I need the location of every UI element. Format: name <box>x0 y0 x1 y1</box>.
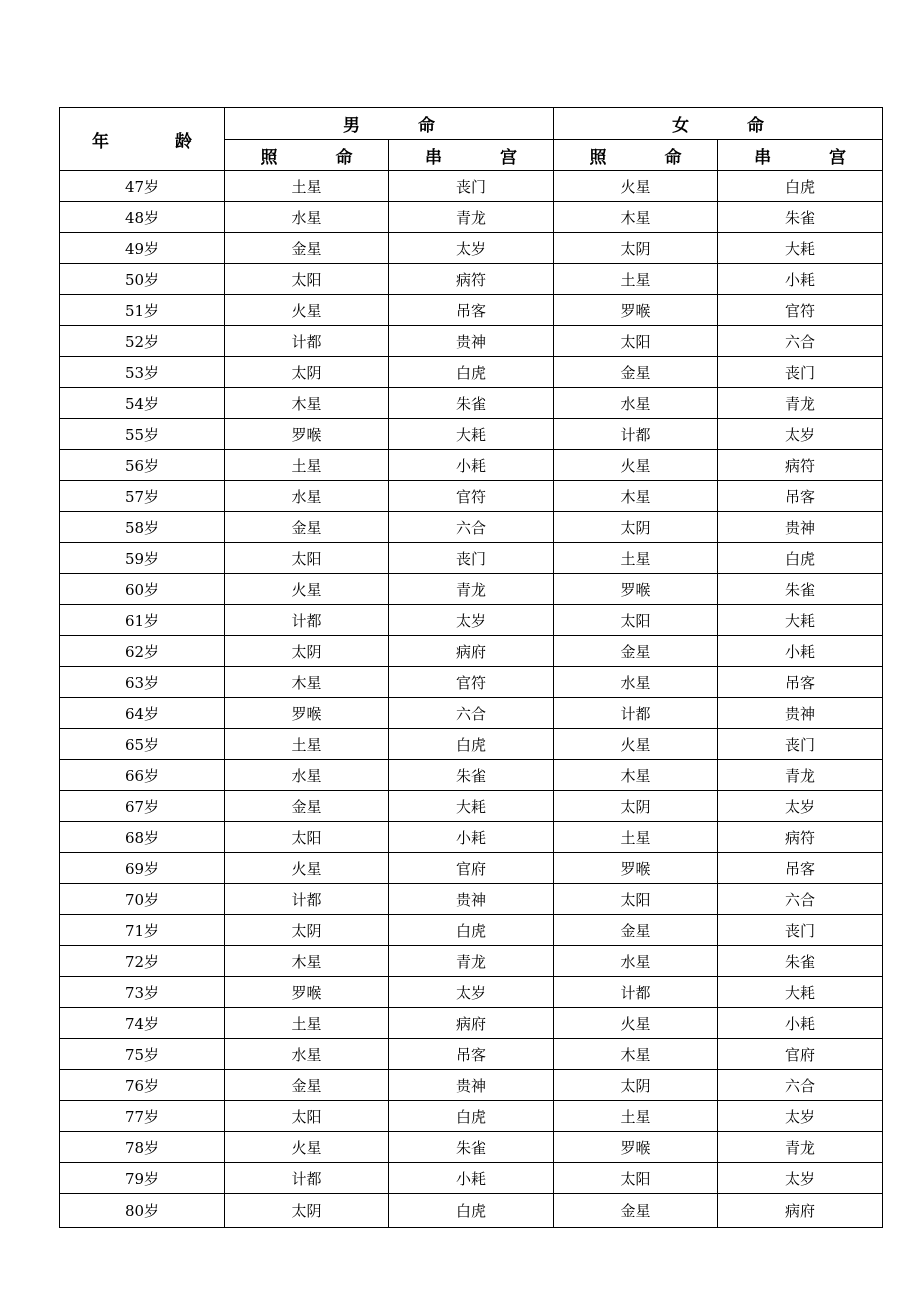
female-zhao-ming-cell: 木星 <box>554 760 718 791</box>
female-chuan-gong-cell: 朱雀 <box>718 574 883 605</box>
table-row <box>60 1132 883 1163</box>
male-zhao-ming-cell: 太阴 <box>225 915 389 946</box>
female-zhao-ming-cell: 木星 <box>554 1039 718 1070</box>
female-zhao-ming-cell: 太阳 <box>554 326 718 357</box>
age-cell: 71岁 <box>60 915 225 946</box>
table-row <box>60 233 883 264</box>
age-cell: 52岁 <box>60 326 225 357</box>
female-zhao-ming-cell: 太阴 <box>554 233 718 264</box>
female-zhao-ming-cell: 罗喉 <box>554 295 718 326</box>
age-cell: 49岁 <box>60 233 225 264</box>
table-row <box>60 171 883 202</box>
age-cell: 59岁 <box>60 543 225 574</box>
male-chuan-gong-cell: 朱雀 <box>389 760 554 791</box>
female-chuan-gong-cell: 丧门 <box>718 729 883 760</box>
age-cell: 62岁 <box>60 636 225 667</box>
age-cell: 57岁 <box>60 481 225 512</box>
age-cell: 68岁 <box>60 822 225 853</box>
female-chuan-gong-cell: 六合 <box>718 326 883 357</box>
table-row <box>60 574 883 605</box>
female-zhao-ming-cell: 罗喉 <box>554 574 718 605</box>
female-zhao-ming-cell: 太阳 <box>554 884 718 915</box>
female-chuan-gong-cell: 小耗 <box>718 636 883 667</box>
female-chuan-gong-cell: 白虎 <box>718 171 883 202</box>
table-row <box>60 512 883 543</box>
female-zhao-ming-cell: 太阴 <box>554 1070 718 1101</box>
male-zhao-ming-cell: 太阳 <box>225 543 389 574</box>
female-chuan-gong-header: 串 宫 <box>718 140 883 171</box>
female-chuan-gong-cell: 官符 <box>718 295 883 326</box>
age-cell: 53岁 <box>60 357 225 388</box>
male-chuan-gong-cell: 官府 <box>389 853 554 884</box>
male-chuan-gong-cell: 朱雀 <box>389 388 554 419</box>
table-row <box>60 1070 883 1101</box>
male-chuan-gong-cell: 丧门 <box>389 171 554 202</box>
female-group-header: 女 命 <box>554 108 883 140</box>
female-zhao-ming-cell: 水星 <box>554 946 718 977</box>
male-chuan-gong-cell: 朱雀 <box>389 1132 554 1163</box>
table-row <box>60 698 883 729</box>
table-row <box>60 1194 883 1228</box>
male-zhao-ming-cell: 太阳 <box>225 822 389 853</box>
female-zhao-ming-cell: 水星 <box>554 388 718 419</box>
male-chuan-gong-cell: 青龙 <box>389 202 554 233</box>
male-chuan-gong-cell: 吊客 <box>389 1039 554 1070</box>
age-column-header: 年 龄 <box>60 108 225 171</box>
male-zhao-ming-cell: 火星 <box>225 1132 389 1163</box>
age-cell: 47岁 <box>60 171 225 202</box>
age-cell: 72岁 <box>60 946 225 977</box>
male-zhao-ming-cell: 太阳 <box>225 1101 389 1132</box>
male-zhao-ming-cell: 土星 <box>225 729 389 760</box>
female-chuan-gong-cell: 六合 <box>718 884 883 915</box>
male-chuan-gong-cell: 官符 <box>389 667 554 698</box>
table-row <box>60 946 883 977</box>
male-chuan-gong-cell: 白虎 <box>389 357 554 388</box>
female-chuan-gong-cell: 吊客 <box>718 853 883 884</box>
female-chuan-gong-cell: 朱雀 <box>718 202 883 233</box>
male-zhao-ming-cell: 计都 <box>225 1163 389 1194</box>
female-zhao-ming-cell: 土星 <box>554 264 718 295</box>
age-cell: 61岁 <box>60 605 225 636</box>
male-zhao-ming-cell: 金星 <box>225 791 389 822</box>
age-cell: 75岁 <box>60 1039 225 1070</box>
table-row <box>60 1039 883 1070</box>
age-cell: 73岁 <box>60 977 225 1008</box>
female-chuan-gong-cell: 丧门 <box>718 357 883 388</box>
male-zhao-ming-cell: 土星 <box>225 1008 389 1039</box>
male-chuan-gong-cell: 太岁 <box>389 605 554 636</box>
table-row <box>60 760 883 791</box>
male-zhao-ming-cell: 罗喉 <box>225 977 389 1008</box>
male-chuan-gong-cell: 小耗 <box>389 822 554 853</box>
age-cell: 50岁 <box>60 264 225 295</box>
male-chuan-gong-cell: 青龙 <box>389 946 554 977</box>
male-zhao-ming-cell: 金星 <box>225 512 389 543</box>
female-chuan-gong-cell: 朱雀 <box>718 946 883 977</box>
female-chuan-gong-cell: 太岁 <box>718 419 883 450</box>
male-group-header: 男 命 <box>225 108 554 140</box>
table-row <box>60 326 883 357</box>
male-chuan-gong-cell: 吊客 <box>389 295 554 326</box>
female-zhao-ming-cell: 太阳 <box>554 605 718 636</box>
table-row <box>60 729 883 760</box>
male-chuan-gong-cell: 病府 <box>389 636 554 667</box>
male-zhao-ming-cell: 金星 <box>225 1070 389 1101</box>
male-zhao-ming-cell: 水星 <box>225 1039 389 1070</box>
table-row <box>60 450 883 481</box>
table-row <box>60 481 883 512</box>
age-cell: 74岁 <box>60 1008 225 1039</box>
table-row <box>60 1101 883 1132</box>
age-cell: 54岁 <box>60 388 225 419</box>
female-chuan-gong-cell: 青龙 <box>718 388 883 419</box>
male-zhao-ming-cell: 土星 <box>225 171 389 202</box>
female-chuan-gong-cell: 贵神 <box>718 698 883 729</box>
table-row <box>60 822 883 853</box>
male-chuan-gong-header: 串 宫 <box>389 140 554 171</box>
male-chuan-gong-cell: 丧门 <box>389 543 554 574</box>
female-chuan-gong-cell: 贵神 <box>718 512 883 543</box>
male-zhao-ming-cell: 土星 <box>225 450 389 481</box>
male-chuan-gong-cell: 白虎 <box>389 1194 554 1228</box>
male-zhao-ming-cell: 木星 <box>225 388 389 419</box>
table-row <box>60 357 883 388</box>
male-chuan-gong-cell: 白虎 <box>389 729 554 760</box>
male-chuan-gong-cell: 太岁 <box>389 233 554 264</box>
female-chuan-gong-cell: 小耗 <box>718 264 883 295</box>
female-chuan-gong-cell: 病符 <box>718 450 883 481</box>
age-cell: 64岁 <box>60 698 225 729</box>
male-zhao-ming-cell: 木星 <box>225 946 389 977</box>
male-zhao-ming-cell: 火星 <box>225 295 389 326</box>
female-chuan-gong-cell: 丧门 <box>718 915 883 946</box>
female-zhao-ming-cell: 计都 <box>554 419 718 450</box>
female-zhao-ming-cell: 金星 <box>554 1194 718 1228</box>
female-chuan-gong-cell: 青龙 <box>718 760 883 791</box>
female-chuan-gong-cell: 青龙 <box>718 1132 883 1163</box>
age-cell: 76岁 <box>60 1070 225 1101</box>
female-chuan-gong-cell: 大耗 <box>718 977 883 1008</box>
age-cell: 51岁 <box>60 295 225 326</box>
female-zhao-ming-cell: 木星 <box>554 481 718 512</box>
female-chuan-gong-cell: 病符 <box>718 822 883 853</box>
age-cell: 80岁 <box>60 1194 225 1228</box>
table-row <box>60 667 883 698</box>
age-cell: 65岁 <box>60 729 225 760</box>
age-cell: 58岁 <box>60 512 225 543</box>
table-row <box>60 791 883 822</box>
female-zhao-ming-cell: 太阳 <box>554 1163 718 1194</box>
age-cell: 70岁 <box>60 884 225 915</box>
female-zhao-ming-cell: 金星 <box>554 915 718 946</box>
female-chuan-gong-cell: 吊客 <box>718 667 883 698</box>
male-zhao-ming-cell: 木星 <box>225 667 389 698</box>
male-chuan-gong-cell: 病府 <box>389 1008 554 1039</box>
male-chuan-gong-cell: 六合 <box>389 698 554 729</box>
female-chuan-gong-cell: 太岁 <box>718 1163 883 1194</box>
female-chuan-gong-cell: 病府 <box>718 1194 883 1228</box>
age-cell: 55岁 <box>60 419 225 450</box>
female-chuan-gong-cell: 太岁 <box>718 791 883 822</box>
female-zhao-ming-cell: 金星 <box>554 636 718 667</box>
table-row <box>60 419 883 450</box>
female-zhao-ming-cell: 太阴 <box>554 512 718 543</box>
table-row <box>60 915 883 946</box>
table-row <box>60 202 883 233</box>
male-zhao-ming-cell: 太阴 <box>225 636 389 667</box>
female-chuan-gong-cell: 大耗 <box>718 605 883 636</box>
table-row <box>60 884 883 915</box>
male-zhao-ming-cell: 太阴 <box>225 1194 389 1228</box>
age-cell: 78岁 <box>60 1132 225 1163</box>
male-zhao-ming-cell: 计都 <box>225 884 389 915</box>
female-zhao-ming-cell: 计都 <box>554 977 718 1008</box>
age-cell: 79岁 <box>60 1163 225 1194</box>
table-row <box>60 388 883 419</box>
male-chuan-gong-cell: 大耗 <box>389 791 554 822</box>
female-zhao-ming-header: 照 命 <box>554 140 718 171</box>
female-chuan-gong-cell: 六合 <box>718 1070 883 1101</box>
female-chuan-gong-cell: 吊客 <box>718 481 883 512</box>
male-chuan-gong-cell: 白虎 <box>389 915 554 946</box>
female-zhao-ming-cell: 罗喉 <box>554 853 718 884</box>
female-zhao-ming-cell: 土星 <box>554 1101 718 1132</box>
male-chuan-gong-cell: 贵神 <box>389 884 554 915</box>
table-row <box>60 853 883 884</box>
female-chuan-gong-cell: 白虎 <box>718 543 883 574</box>
female-zhao-ming-cell: 木星 <box>554 202 718 233</box>
fortune-table <box>59 107 883 1228</box>
male-zhao-ming-cell: 火星 <box>225 853 389 884</box>
age-cell: 67岁 <box>60 791 225 822</box>
male-zhao-ming-cell: 金星 <box>225 233 389 264</box>
male-chuan-gong-cell: 白虎 <box>389 1101 554 1132</box>
male-chuan-gong-cell: 官符 <box>389 481 554 512</box>
table-row <box>60 264 883 295</box>
female-zhao-ming-cell: 火星 <box>554 729 718 760</box>
table-body <box>60 171 883 1228</box>
age-cell: 48岁 <box>60 202 225 233</box>
male-chuan-gong-cell: 青龙 <box>389 574 554 605</box>
male-zhao-ming-cell: 火星 <box>225 574 389 605</box>
age-cell: 77岁 <box>60 1101 225 1132</box>
male-chuan-gong-cell: 太岁 <box>389 977 554 1008</box>
age-cell: 66岁 <box>60 760 225 791</box>
age-cell: 60岁 <box>60 574 225 605</box>
male-chuan-gong-cell: 六合 <box>389 512 554 543</box>
male-zhao-ming-header: 照 命 <box>225 140 389 171</box>
female-zhao-ming-cell: 火星 <box>554 171 718 202</box>
female-zhao-ming-cell: 土星 <box>554 822 718 853</box>
male-chuan-gong-cell: 小耗 <box>389 1163 554 1194</box>
age-cell: 56岁 <box>60 450 225 481</box>
male-zhao-ming-cell: 太阳 <box>225 264 389 295</box>
age-cell: 63岁 <box>60 667 225 698</box>
male-zhao-ming-cell: 水星 <box>225 202 389 233</box>
table-header <box>60 108 883 171</box>
table-row <box>60 295 883 326</box>
female-zhao-ming-cell: 土星 <box>554 543 718 574</box>
male-chuan-gong-cell: 大耗 <box>389 419 554 450</box>
female-chuan-gong-cell: 太岁 <box>718 1101 883 1132</box>
header-row-top <box>60 108 883 140</box>
table-row <box>60 543 883 574</box>
table-row <box>60 605 883 636</box>
male-zhao-ming-cell: 水星 <box>225 760 389 791</box>
female-chuan-gong-cell: 小耗 <box>718 1008 883 1039</box>
male-zhao-ming-cell: 计都 <box>225 326 389 357</box>
table-row <box>60 977 883 1008</box>
age-cell: 69岁 <box>60 853 225 884</box>
male-chuan-gong-cell: 贵神 <box>389 1070 554 1101</box>
female-zhao-ming-cell: 计都 <box>554 698 718 729</box>
male-chuan-gong-cell: 小耗 <box>389 450 554 481</box>
male-zhao-ming-cell: 罗喉 <box>225 698 389 729</box>
male-zhao-ming-cell: 计都 <box>225 605 389 636</box>
male-chuan-gong-cell: 贵神 <box>389 326 554 357</box>
female-zhao-ming-cell: 水星 <box>554 667 718 698</box>
female-zhao-ming-cell: 金星 <box>554 357 718 388</box>
male-chuan-gong-cell: 病符 <box>389 264 554 295</box>
female-zhao-ming-cell: 火星 <box>554 1008 718 1039</box>
female-chuan-gong-cell: 大耗 <box>718 233 883 264</box>
male-zhao-ming-cell: 水星 <box>225 481 389 512</box>
table-row <box>60 1008 883 1039</box>
female-zhao-ming-cell: 罗喉 <box>554 1132 718 1163</box>
table-row <box>60 1163 883 1194</box>
female-chuan-gong-cell: 官府 <box>718 1039 883 1070</box>
table-row <box>60 636 883 667</box>
female-zhao-ming-cell: 太阴 <box>554 791 718 822</box>
male-zhao-ming-cell: 太阴 <box>225 357 389 388</box>
male-zhao-ming-cell: 罗喉 <box>225 419 389 450</box>
female-zhao-ming-cell: 火星 <box>554 450 718 481</box>
